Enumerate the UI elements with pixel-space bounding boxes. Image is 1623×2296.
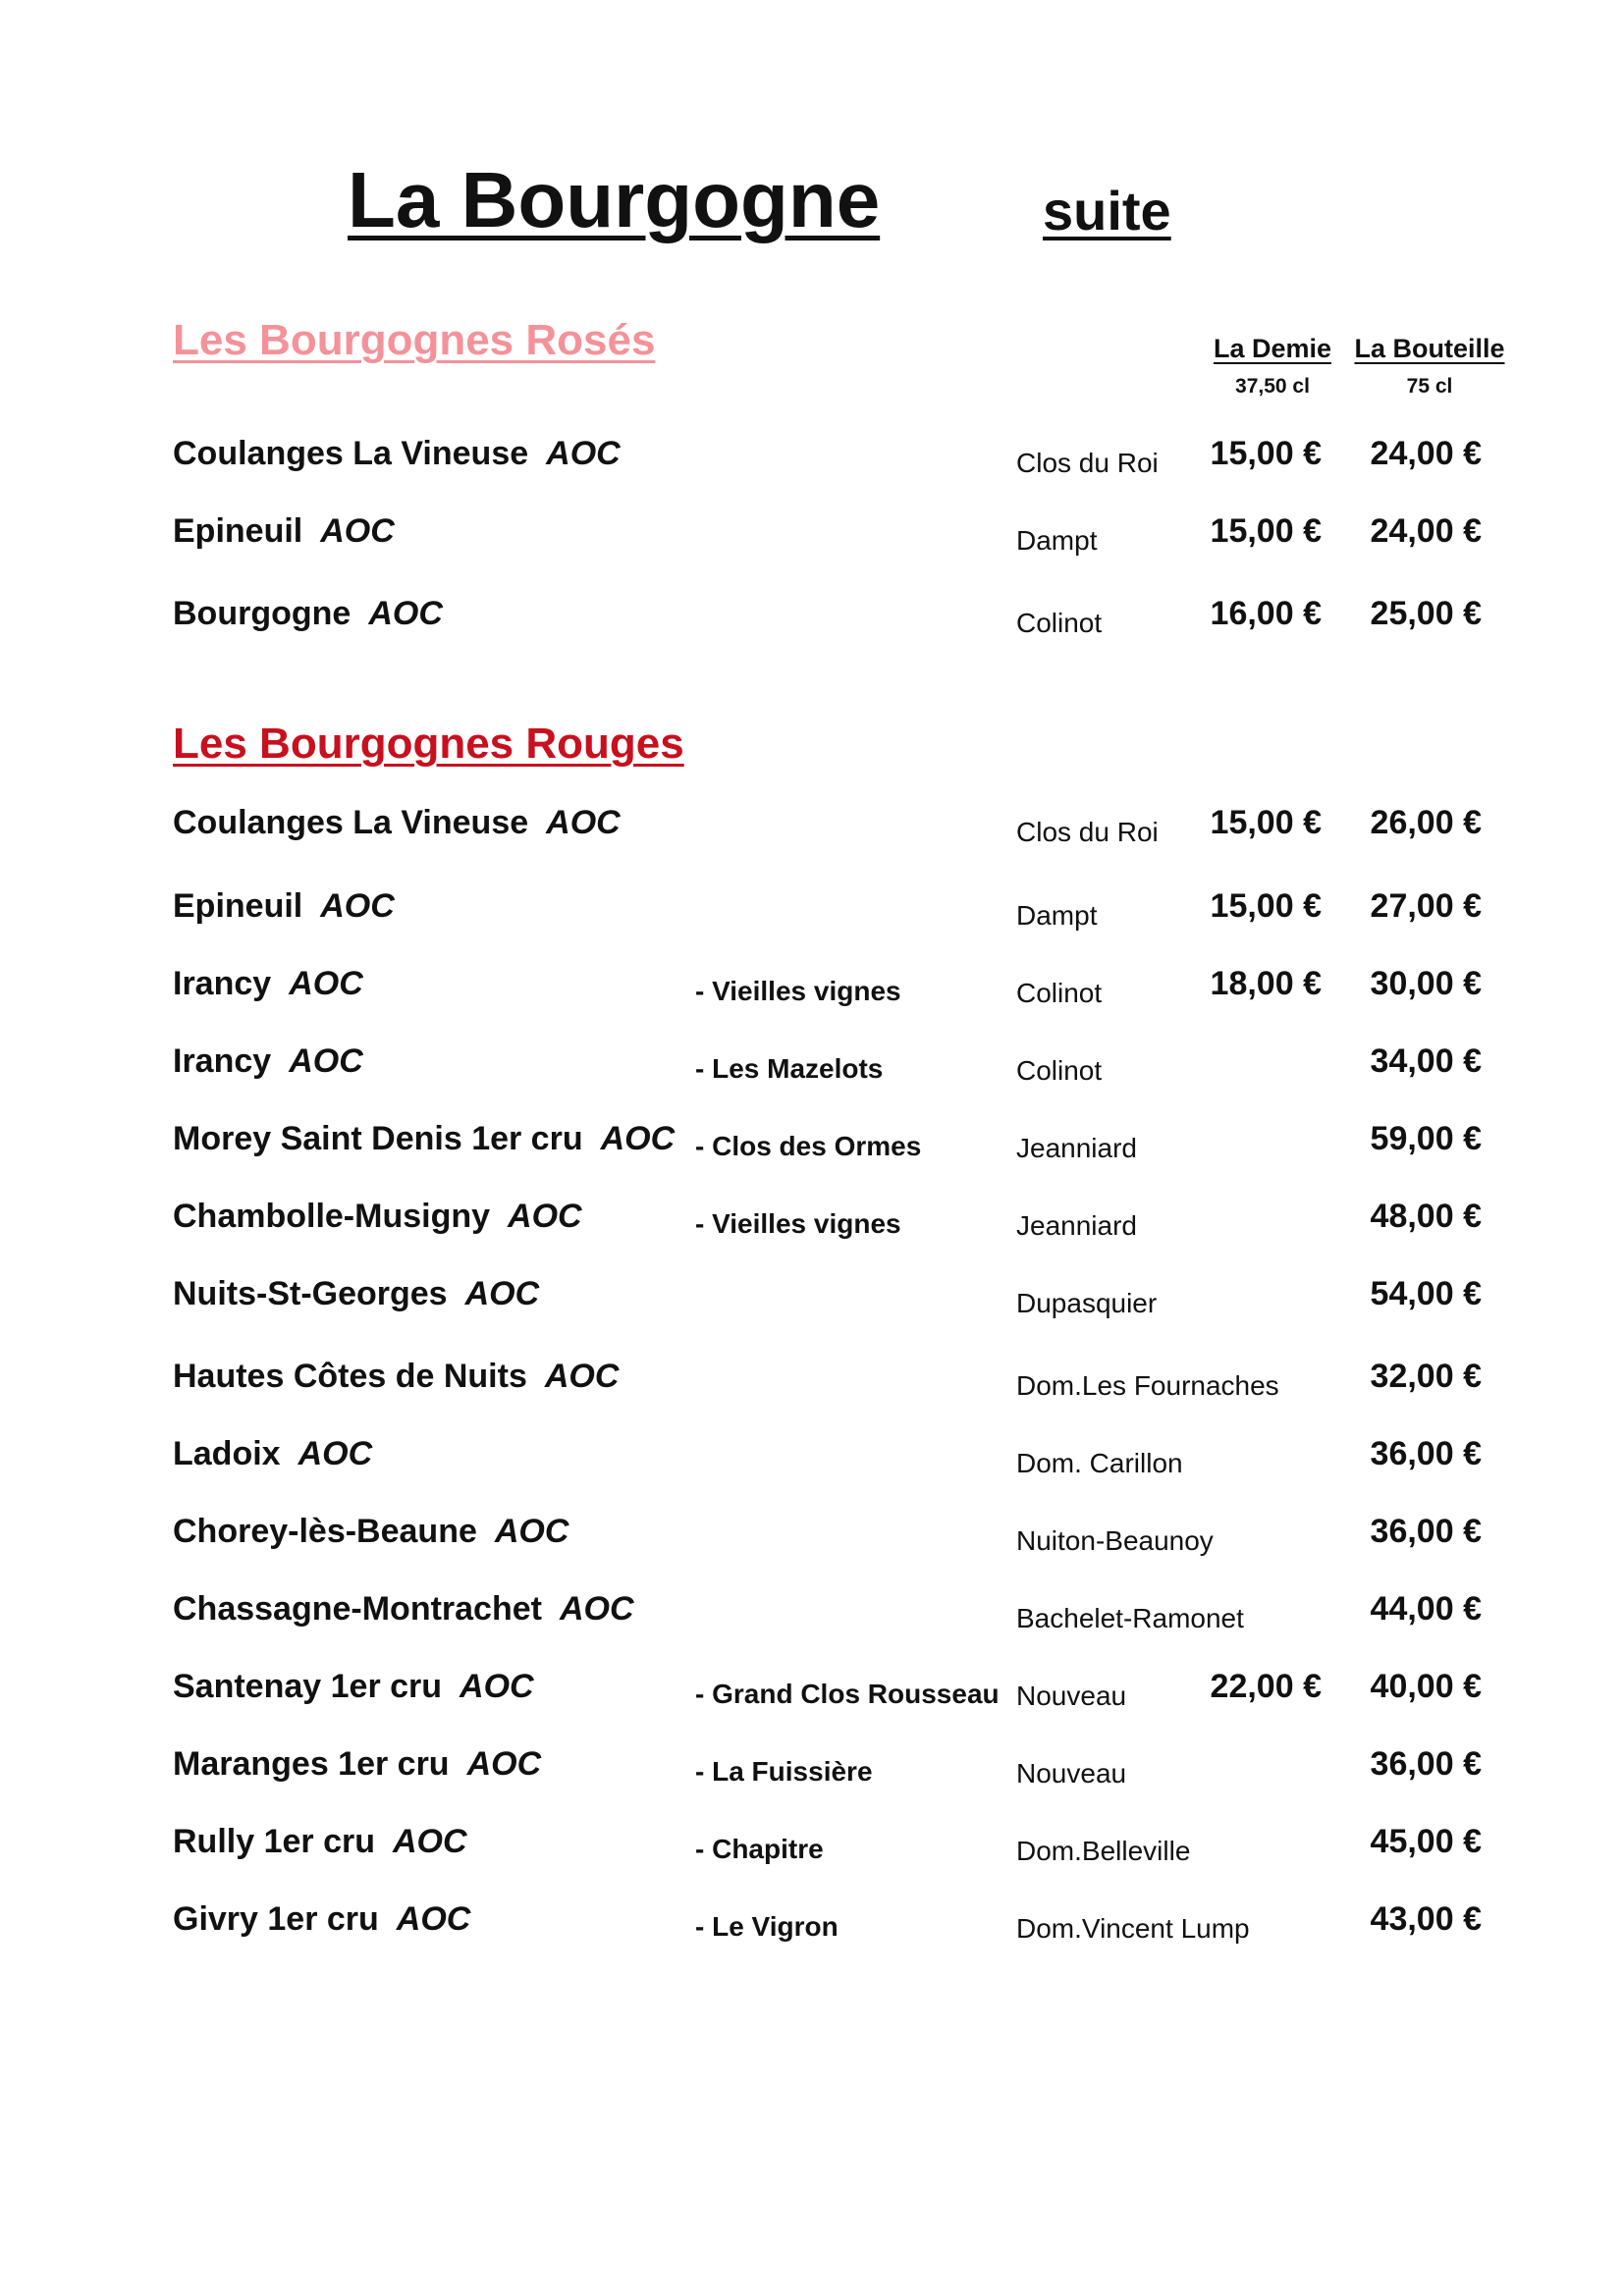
- wine-name: [173, 512, 395, 551]
- wine-aoc-label: AOC: [466, 1745, 542, 1783]
- price-bouteille: 54,00 €: [1370, 1275, 1482, 1312]
- section-title-roses: Les Bourgognes Rosés: [173, 316, 656, 364]
- price-bouteille: 36,00 €: [1370, 1435, 1482, 1472]
- wine-cuvee: - Vieilles vignes: [695, 976, 901, 1006]
- wine-aoc-label: AOC: [546, 804, 621, 841]
- wine-name: [173, 595, 443, 633]
- price-bouteille: 36,00 €: [1370, 1745, 1482, 1783]
- wine-producer: Dom.Les Fournaches: [1016, 1370, 1279, 1401]
- price-demie: 15,00 €: [1210, 435, 1322, 472]
- wine-row: [0, 793, 1623, 847]
- wine-name: [173, 965, 363, 1003]
- page-subtitle: suite: [1043, 180, 1171, 241]
- wine-producer: Colinot: [1016, 978, 1103, 1008]
- wine-producer: Dom. Carillon: [1016, 1448, 1183, 1478]
- price-demie: 15,00 €: [1210, 804, 1322, 841]
- price-demie: 15,00 €: [1210, 512, 1322, 550]
- wine-aoc-label: AOC: [289, 965, 363, 1002]
- wine-aoc-label: AOC: [508, 1198, 582, 1235]
- wine-aoc-label: AOC: [546, 435, 621, 472]
- wine-producer: Nuiton-Beaunoy: [1016, 1525, 1214, 1556]
- page-title: La Bourgogne: [348, 156, 881, 243]
- wine-appellation-name: Epineuil: [173, 887, 303, 925]
- price-bouteille: 25,00 €: [1370, 595, 1482, 632]
- wine-row: [0, 1812, 1623, 1866]
- price-bouteille: 40,00 €: [1370, 1668, 1482, 1705]
- price-bouteille: 34,00 €: [1370, 1042, 1482, 1080]
- wine-aoc-label: AOC: [544, 1358, 620, 1395]
- wine-producer: Clos du Roi: [1016, 817, 1159, 847]
- wine-row: [0, 1264, 1623, 1318]
- column-volume-bouteille: 75 cl: [1406, 375, 1453, 398]
- column-header-bouteille: La Bouteille: [1354, 334, 1505, 363]
- wine-row: [0, 1424, 1623, 1478]
- wine-producer: Dampt: [1016, 525, 1098, 556]
- wine-producer: Nouveau: [1016, 1758, 1127, 1789]
- price-bouteille: 43,00 €: [1370, 1900, 1482, 1938]
- wine-row: [0, 502, 1623, 556]
- price-bouteille: 30,00 €: [1370, 965, 1482, 1002]
- wine-row: [0, 424, 1623, 478]
- wine-aoc-label: AOC: [289, 1042, 363, 1080]
- wine-producer: Dupasquier: [1016, 1288, 1158, 1318]
- wine-cuvee: - Le Vigron: [695, 1911, 839, 1942]
- wine-name: [173, 1823, 467, 1861]
- wine-producer: Dom.Vincent Lump: [1016, 1913, 1250, 1944]
- wine-appellation-name: Rully 1er cru: [173, 1823, 375, 1860]
- wine-aoc-label: AOC: [320, 512, 395, 550]
- wine-aoc-label: AOC: [559, 1590, 634, 1628]
- wine-name: [173, 1590, 634, 1629]
- price-bouteille: 48,00 €: [1370, 1198, 1482, 1235]
- wine-row: [0, 1109, 1623, 1163]
- wine-name: [173, 804, 621, 842]
- wine-name: [173, 1275, 539, 1313]
- wine-name: [173, 1120, 675, 1158]
- wine-producer: Colinot: [1016, 1055, 1103, 1086]
- wine-producer: Dampt: [1016, 900, 1098, 931]
- wine-appellation-name: Irancy: [173, 1042, 272, 1080]
- section-title-rouges: Les Bourgognes Rouges: [173, 720, 684, 768]
- wine-name: [173, 1042, 363, 1081]
- wine-appellation-name: Bourgogne: [173, 595, 352, 632]
- wine-appellation-name: Nuits-St-Georges: [173, 1275, 448, 1312]
- price-bouteille: 59,00 €: [1370, 1120, 1482, 1157]
- wine-aoc-label: AOC: [396, 1900, 471, 1938]
- price-bouteille: 26,00 €: [1370, 804, 1482, 841]
- price-demie: 16,00 €: [1210, 595, 1322, 632]
- wine-row: [0, 1347, 1623, 1401]
- column-volume-demie: 37,50 cl: [1235, 375, 1310, 398]
- wine-producer: Dom.Belleville: [1016, 1836, 1191, 1866]
- wine-row: [0, 1657, 1623, 1711]
- wine-appellation-name: Maranges 1er cru: [173, 1745, 450, 1783]
- wine-producer: Clos du Roi: [1016, 448, 1159, 478]
- price-bouteille: 32,00 €: [1370, 1358, 1482, 1395]
- price-demie: 22,00 €: [1210, 1668, 1322, 1705]
- wine-row: [0, 1032, 1623, 1086]
- wine-cuvee: - Les Mazelots: [695, 1053, 884, 1084]
- price-demie: 18,00 €: [1210, 965, 1322, 1002]
- wine-row: [0, 877, 1623, 931]
- wine-name: [173, 435, 621, 473]
- price-demie: 15,00 €: [1210, 887, 1322, 925]
- wine-producer: Nouveau: [1016, 1681, 1127, 1711]
- wine-row: [0, 584, 1623, 638]
- wine-cuvee: - Vieilles vignes: [695, 1208, 901, 1239]
- wine-aoc-label: AOC: [460, 1668, 534, 1705]
- price-bouteille: 27,00 €: [1370, 887, 1482, 925]
- wine-name: [173, 1358, 619, 1396]
- wine-appellation-name: Coulanges La Vineuse: [173, 804, 529, 841]
- wine-appellation-name: Irancy: [173, 965, 272, 1002]
- wine-row: [0, 1187, 1623, 1241]
- wine-cuvee: - Clos des Ormes: [695, 1131, 922, 1161]
- wine-name: [173, 1435, 372, 1473]
- wine-aoc-label: AOC: [464, 1275, 540, 1312]
- wine-row: [0, 954, 1623, 1008]
- wine-producer: Jeanniard: [1016, 1133, 1137, 1163]
- wine-cuvee: - Grand Clos Rousseau: [695, 1679, 1000, 1709]
- wine-producer: Jeanniard: [1016, 1210, 1137, 1241]
- wine-appellation-name: Epineuil: [173, 512, 303, 550]
- wine-appellation-name: Chassagne-Montrachet: [173, 1590, 542, 1628]
- wine-cuvee: - Chapitre: [695, 1834, 824, 1864]
- wine-name: [173, 1900, 470, 1939]
- wine-name: [173, 1198, 582, 1236]
- wine-row: [0, 1735, 1623, 1789]
- wine-appellation-name: Chambolle-Musigny: [173, 1198, 491, 1235]
- wine-appellation-name: Hautes Côtes de Nuits: [173, 1358, 527, 1395]
- wine-aoc-label: AOC: [320, 887, 395, 925]
- wine-aoc-label: AOC: [392, 1823, 467, 1860]
- wine-name: [173, 1513, 568, 1551]
- wine-producer: Colinot: [1016, 608, 1103, 638]
- wine-appellation-name: Santenay 1er cru: [173, 1668, 443, 1705]
- wine-aoc-label: AOC: [368, 595, 443, 632]
- wine-name: [173, 887, 395, 926]
- wine-aoc-label: AOC: [494, 1513, 569, 1550]
- wine-cuvee: - La Fuissière: [695, 1756, 873, 1787]
- price-bouteille: 45,00 €: [1370, 1823, 1482, 1860]
- price-bouteille: 44,00 €: [1370, 1590, 1482, 1628]
- wine-aoc-label: AOC: [298, 1435, 373, 1472]
- wine-appellation-name: Givry 1er cru: [173, 1900, 379, 1938]
- wine-row: [0, 1579, 1623, 1633]
- wine-name: [173, 1668, 534, 1706]
- price-bouteille: 24,00 €: [1370, 435, 1482, 472]
- column-header-demie: La Demie: [1213, 334, 1332, 363]
- wine-appellation-name: Morey Saint Denis 1er cru: [173, 1120, 583, 1157]
- wine-producer: Bachelet-Ramonet: [1016, 1603, 1244, 1633]
- price-bouteille: 24,00 €: [1370, 512, 1482, 550]
- wine-name: [173, 1745, 541, 1784]
- wine-aoc-label: AOC: [600, 1120, 676, 1157]
- price-bouteille: 36,00 €: [1370, 1513, 1482, 1550]
- wine-row: [0, 1890, 1623, 1944]
- wine-appellation-name: Ladoix: [173, 1435, 281, 1472]
- wine-row: [0, 1502, 1623, 1556]
- wine-appellation-name: Coulanges La Vineuse: [173, 435, 529, 472]
- wine-appellation-name: Chorey-lès-Beaune: [173, 1513, 477, 1550]
